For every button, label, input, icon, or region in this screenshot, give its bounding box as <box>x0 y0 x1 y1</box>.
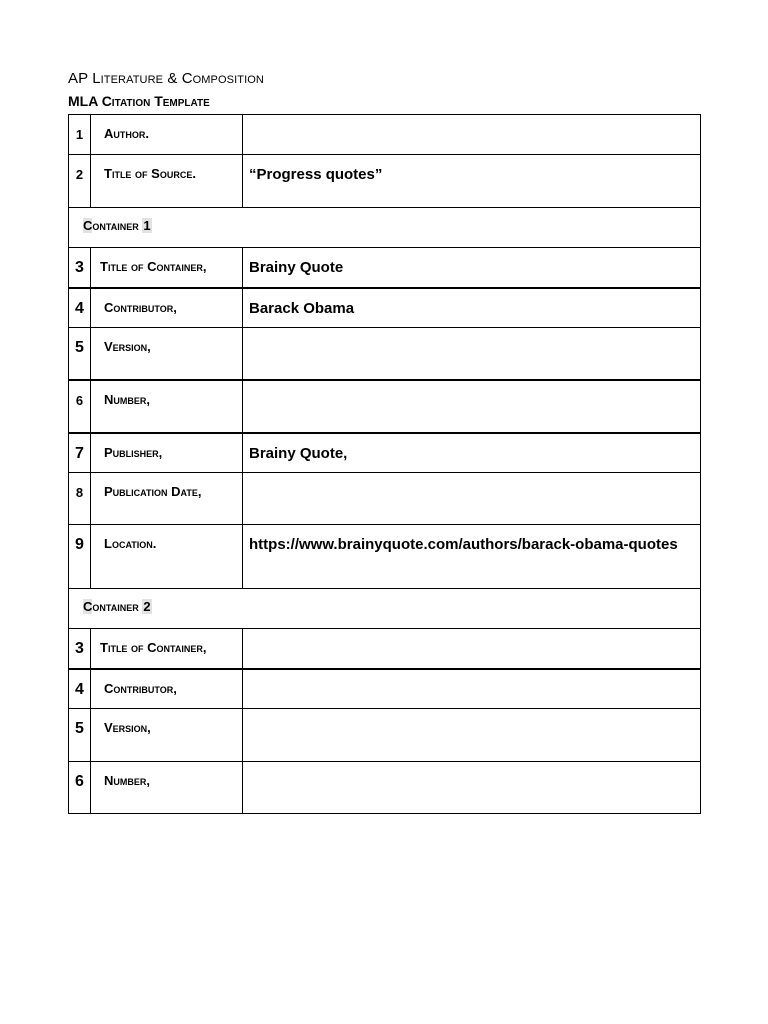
row-number: 5 <box>69 328 91 380</box>
contributor-value[interactable]: Barack Obama <box>243 288 701 328</box>
contributor-label: Contributor, <box>91 669 243 709</box>
row-number: 4 <box>69 669 91 709</box>
container-2-heading-initial: C <box>83 599 93 614</box>
number-label: Number, <box>91 380 243 433</box>
container-1-heading-initial: C <box>83 218 93 233</box>
citation-table <box>68 114 701 814</box>
version-value[interactable] <box>243 709 701 762</box>
table-row-location <box>69 525 701 589</box>
title-of-container-label: Title of Container, <box>91 629 243 669</box>
table-row-number-2 <box>69 762 701 814</box>
row-number: 3 <box>69 629 91 669</box>
row-number: 9 <box>69 525 91 589</box>
author-label: Author. <box>91 115 243 155</box>
container-1-heading-number: 1 <box>143 218 151 233</box>
publication-date-value[interactable] <box>243 473 701 525</box>
location-value[interactable]: https://www.brainyquote.com/authors/barack-obama-quotes <box>243 525 701 589</box>
table-row-title-of-container <box>69 248 701 288</box>
table-row-title-of-source <box>69 155 701 208</box>
publisher-value[interactable]: Brainy Quote, <box>243 433 701 473</box>
row-number: 7 <box>69 433 91 473</box>
table-row-publisher <box>69 433 701 473</box>
title-of-source-value[interactable]: “Progress quotes” <box>243 155 701 208</box>
row-number: 2 <box>69 155 91 208</box>
table-row-contributor-2 <box>69 669 701 709</box>
number-value[interactable] <box>243 762 701 814</box>
container-2-heading-row <box>69 589 701 629</box>
course-title: AP Literature & Composition <box>68 70 264 87</box>
title-of-container-label: Title of Container, <box>91 248 243 288</box>
version-label: Version, <box>91 328 243 380</box>
author-value[interactable] <box>243 115 701 155</box>
container-1-heading <box>69 208 701 248</box>
document-title: MLA Citation Template <box>68 93 210 109</box>
table-row-publication-date <box>69 473 701 525</box>
container-1-heading-row <box>69 208 701 248</box>
row-number: 4 <box>69 288 91 328</box>
version-label: Version, <box>91 709 243 762</box>
container-2-heading-text: ontainer <box>92 599 143 614</box>
title-of-container-value[interactable] <box>243 629 701 669</box>
contributor-value[interactable] <box>243 669 701 709</box>
container-1-heading-text: ontainer <box>92 218 143 233</box>
title-of-container-value[interactable]: Brainy Quote <box>243 248 701 288</box>
row-number: 8 <box>69 473 91 525</box>
publication-date-label: Publication Date, <box>91 473 243 525</box>
number-label: Number, <box>91 762 243 814</box>
row-number: 5 <box>69 709 91 762</box>
contributor-label: Contributor, <box>91 288 243 328</box>
table-row-version-2 <box>69 709 701 762</box>
title-of-source-label: Title of Source. <box>91 155 243 208</box>
location-label: Location. <box>91 525 243 589</box>
publisher-label: Publisher, <box>91 433 243 473</box>
container-2-heading <box>69 589 701 629</box>
table-row-author <box>69 115 701 155</box>
version-value[interactable] <box>243 328 701 380</box>
number-value[interactable] <box>243 380 701 433</box>
table-row-version <box>69 328 701 380</box>
table-row-title-of-container-2 <box>69 629 701 669</box>
row-number: 3 <box>69 248 91 288</box>
row-number: 1 <box>69 115 91 155</box>
row-number: 6 <box>69 380 91 433</box>
table-row-number <box>69 380 701 433</box>
container-2-heading-number: 2 <box>143 599 151 614</box>
table-row-contributor <box>69 288 701 328</box>
row-number: 6 <box>69 762 91 814</box>
